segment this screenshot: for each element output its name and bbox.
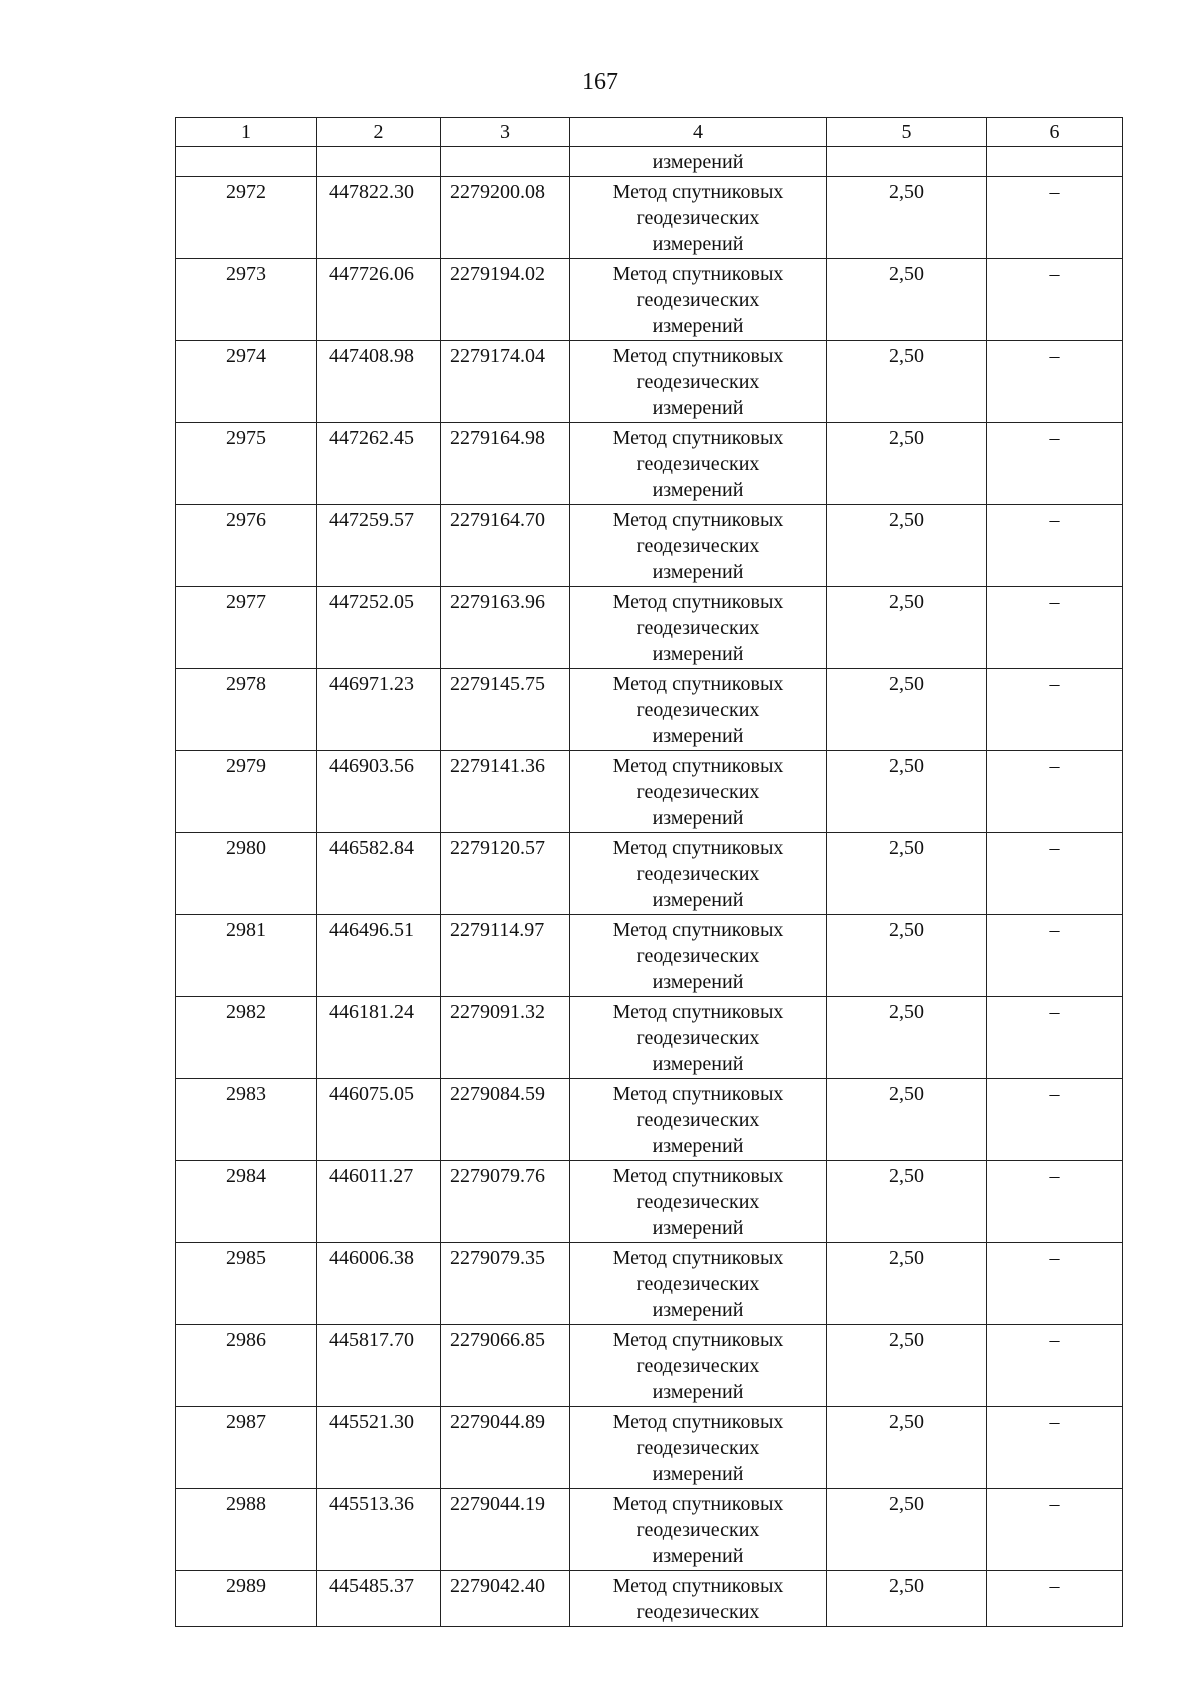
note-cell: – — [987, 1243, 1123, 1325]
method-line: геодезических — [636, 1273, 760, 1295]
y-coordinate-cell: 2279079.76 — [441, 1161, 570, 1243]
accuracy-cell: 2,50 — [827, 1489, 987, 1571]
header-col-3: 3 — [441, 118, 570, 147]
method-cell — [570, 997, 827, 1079]
method-cell — [570, 833, 827, 915]
table-row — [176, 177, 1123, 259]
accuracy-cell: 2,50 — [827, 259, 987, 341]
method-line: геодезических — [636, 1027, 760, 1049]
method-line: измерений — [652, 643, 744, 665]
method-line: измерений — [652, 889, 744, 911]
y-coordinate-cell: 2279084.59 — [441, 1079, 570, 1161]
header-col-2: 2 — [317, 118, 441, 147]
x-coordinate-cell: 446011.27 — [317, 1161, 441, 1243]
note-cell: – — [987, 341, 1123, 423]
note-cell: – — [987, 1571, 1123, 1627]
method-line: Метод спутниковых — [612, 181, 784, 203]
coordinates-table — [175, 117, 1123, 1627]
x-coordinate-cell: 447262.45 — [317, 423, 441, 505]
x-coordinate-cell: 446006.38 — [317, 1243, 441, 1325]
accuracy-cell: 2,50 — [827, 423, 987, 505]
method-cell — [570, 1161, 827, 1243]
x-coordinate-cell: 445485.37 — [317, 1571, 441, 1627]
method-line: Метод спутниковых — [612, 1165, 784, 1187]
x-coordinate-cell: 445817.70 — [317, 1325, 441, 1407]
x-coordinate-cell: 446582.84 — [317, 833, 441, 915]
accuracy-cell: 2,50 — [827, 1571, 987, 1627]
method-cell — [570, 751, 827, 833]
method-line: измерений — [652, 1381, 744, 1403]
method-cell — [570, 505, 827, 587]
method-cell — [570, 1571, 827, 1627]
y-coordinate-cell: 2279044.19 — [441, 1489, 570, 1571]
x-coordinate-cell: 445521.30 — [317, 1407, 441, 1489]
y-coordinate-cell: 2279163.96 — [441, 587, 570, 669]
table-row — [176, 1325, 1123, 1407]
point-number-cell: 2977 — [176, 587, 317, 669]
method-line: измерений — [652, 1053, 744, 1075]
point-number-cell: 2976 — [176, 505, 317, 587]
note-cell: – — [987, 669, 1123, 751]
accuracy-cell: 2,50 — [827, 1325, 987, 1407]
accuracy-cell: 2,50 — [827, 751, 987, 833]
y-coordinate-cell: 2279114.97 — [441, 915, 570, 997]
table-row — [176, 1571, 1123, 1627]
method-line: геодезических — [636, 1437, 760, 1459]
point-number-cell: 2985 — [176, 1243, 317, 1325]
y-coordinate-cell: 2279120.57 — [441, 833, 570, 915]
y-coordinate-cell: 2279066.85 — [441, 1325, 570, 1407]
x-coordinate-cell: 446971.23 — [317, 669, 441, 751]
accuracy-cell: 2,50 — [827, 669, 987, 751]
note-cell: – — [987, 833, 1123, 915]
method-line: Метод спутниковых — [612, 1083, 784, 1105]
header-col-5: 5 — [827, 118, 987, 147]
method-line: геодезических — [636, 453, 760, 475]
table-row — [176, 1489, 1123, 1571]
y-coordinate-cell: 2279164.70 — [441, 505, 570, 587]
point-number-cell: 2973 — [176, 259, 317, 341]
header-col-1: 1 — [176, 118, 317, 147]
note-cell: – — [987, 259, 1123, 341]
method-line: Метод спутниковых — [612, 509, 784, 531]
continuation-method-tail: измерений — [570, 147, 827, 177]
table-row — [176, 505, 1123, 587]
accuracy-cell: 2,50 — [827, 1079, 987, 1161]
y-coordinate-cell: 2279145.75 — [441, 669, 570, 751]
point-number-cell: 2972 — [176, 177, 317, 259]
table-row — [176, 1407, 1123, 1489]
method-line: геодезических — [636, 945, 760, 967]
table-row — [176, 259, 1123, 341]
method-cell — [570, 1407, 827, 1489]
point-number-cell: 2974 — [176, 341, 317, 423]
note-cell: – — [987, 997, 1123, 1079]
y-coordinate-cell: 2279200.08 — [441, 177, 570, 259]
point-number-cell: 2980 — [176, 833, 317, 915]
continuation-cell-5 — [827, 147, 987, 177]
method-cell — [570, 1489, 827, 1571]
method-line: измерений — [652, 315, 744, 337]
method-line: Метод спутниковых — [612, 673, 784, 695]
method-line: измерений — [652, 971, 744, 993]
method-line: Метод спутниковых — [612, 837, 784, 859]
method-line: измерений — [652, 561, 744, 583]
point-number-cell: 2975 — [176, 423, 317, 505]
method-line: Метод спутниковых — [612, 345, 784, 367]
x-coordinate-cell: 446496.51 — [317, 915, 441, 997]
x-coordinate-cell: 447408.98 — [317, 341, 441, 423]
method-cell — [570, 177, 827, 259]
method-line: геодезических — [636, 1109, 760, 1131]
table-body — [176, 147, 1123, 1627]
method-cell — [570, 1079, 827, 1161]
y-coordinate-cell: 2279164.98 — [441, 423, 570, 505]
method-line: измерений — [652, 1217, 744, 1239]
method-line: геодезических — [636, 1191, 760, 1213]
method-line: измерений — [652, 1299, 744, 1321]
x-coordinate-cell: 447726.06 — [317, 259, 441, 341]
y-coordinate-cell: 2279079.35 — [441, 1243, 570, 1325]
method-line: геодезических — [636, 289, 760, 311]
method-line: Метод спутниковых — [612, 427, 784, 449]
table-row — [176, 669, 1123, 751]
method-line: геодезических — [636, 1355, 760, 1377]
point-number-cell: 2987 — [176, 1407, 317, 1489]
point-number-cell: 2982 — [176, 997, 317, 1079]
note-cell: – — [987, 505, 1123, 587]
accuracy-cell: 2,50 — [827, 1407, 987, 1489]
y-coordinate-cell: 2279194.02 — [441, 259, 570, 341]
method-line: геодезических — [636, 1601, 760, 1623]
method-line: измерений — [652, 1545, 744, 1567]
method-line: Метод спутниковых — [612, 1247, 784, 1269]
accuracy-cell: 2,50 — [827, 587, 987, 669]
note-cell: – — [987, 177, 1123, 259]
table-row — [176, 341, 1123, 423]
x-coordinate-cell: 447252.05 — [317, 587, 441, 669]
x-coordinate-cell: 445513.36 — [317, 1489, 441, 1571]
method-cell — [570, 423, 827, 505]
y-coordinate-cell: 2279174.04 — [441, 341, 570, 423]
accuracy-cell: 2,50 — [827, 833, 987, 915]
note-cell: – — [987, 1161, 1123, 1243]
table-row — [176, 423, 1123, 505]
method-line: Метод спутниковых — [612, 263, 784, 285]
table-row — [176, 1079, 1123, 1161]
note-cell: – — [987, 1489, 1123, 1571]
x-coordinate-cell: 446903.56 — [317, 751, 441, 833]
point-number-cell: 2983 — [176, 1079, 317, 1161]
method-line: измерений — [652, 479, 744, 501]
note-cell: – — [987, 1407, 1123, 1489]
note-cell: – — [987, 751, 1123, 833]
note-cell: – — [987, 587, 1123, 669]
accuracy-cell: 2,50 — [827, 1161, 987, 1243]
method-line: Метод спутниковых — [612, 1001, 784, 1023]
method-line: Метод спутниковых — [612, 1411, 784, 1433]
accuracy-cell: 2,50 — [827, 177, 987, 259]
point-number-cell: 2981 — [176, 915, 317, 997]
method-cell — [570, 341, 827, 423]
method-cell — [570, 587, 827, 669]
table-row — [176, 833, 1123, 915]
note-cell: – — [987, 1325, 1123, 1407]
y-coordinate-cell: 2279141.36 — [441, 751, 570, 833]
x-coordinate-cell: 446181.24 — [317, 997, 441, 1079]
table-row — [176, 915, 1123, 997]
accuracy-cell: 2,50 — [827, 915, 987, 997]
table-row — [176, 1243, 1123, 1325]
table-row — [176, 587, 1123, 669]
method-line: Метод спутниковых — [612, 1493, 784, 1515]
method-line: Метод спутниковых — [612, 591, 784, 613]
header-row — [176, 118, 1123, 147]
method-line: геодезических — [636, 863, 760, 885]
continuation-cell-2 — [317, 147, 441, 177]
method-cell — [570, 1325, 827, 1407]
method-line: измерений — [652, 397, 744, 419]
table-row — [176, 997, 1123, 1079]
method-cell — [570, 259, 827, 341]
point-number-cell: 2984 — [176, 1161, 317, 1243]
point-number-cell: 2989 — [176, 1571, 317, 1627]
note-cell: – — [987, 1079, 1123, 1161]
method-line: измерений — [652, 1463, 744, 1485]
point-number-cell: 2978 — [176, 669, 317, 751]
accuracy-cell: 2,50 — [827, 997, 987, 1079]
point-number-cell: 2979 — [176, 751, 317, 833]
method-line: Метод спутниковых — [612, 755, 784, 777]
method-line: геодезических — [636, 535, 760, 557]
method-line: Метод спутниковых — [612, 919, 784, 941]
method-line: геодезических — [636, 207, 760, 229]
accuracy-cell: 2,50 — [827, 1243, 987, 1325]
method-line: геодезических — [636, 699, 760, 721]
method-line: Метод спутниковых — [612, 1329, 784, 1351]
x-coordinate-cell: 447259.57 — [317, 505, 441, 587]
method-cell — [570, 669, 827, 751]
continuation-cell-3 — [441, 147, 570, 177]
method-line: геодезических — [636, 781, 760, 803]
method-cell — [570, 915, 827, 997]
header-col-6: 6 — [987, 118, 1123, 147]
table-header — [176, 118, 1123, 147]
method-cell — [570, 1243, 827, 1325]
x-coordinate-cell: 447822.30 — [317, 177, 441, 259]
method-line: Метод спутниковых — [612, 1575, 784, 1597]
accuracy-cell: 2,50 — [827, 505, 987, 587]
accuracy-cell: 2,50 — [827, 341, 987, 423]
method-line: геодезических — [636, 371, 760, 393]
header-col-4: 4 — [570, 118, 827, 147]
note-cell: – — [987, 915, 1123, 997]
method-line: геодезических — [636, 617, 760, 639]
page-number: 167 — [582, 69, 618, 95]
note-cell: – — [987, 423, 1123, 505]
y-coordinate-cell: 2279042.40 — [441, 1571, 570, 1627]
method-line: измерений — [652, 725, 744, 747]
method-line: измерений — [652, 1135, 744, 1157]
continuation-cell-1 — [176, 147, 317, 177]
method-line: измерений — [652, 233, 744, 255]
continuation-row — [176, 147, 1123, 177]
y-coordinate-cell: 2279091.32 — [441, 997, 570, 1079]
point-number-cell: 2988 — [176, 1489, 317, 1571]
y-coordinate-cell: 2279044.89 — [441, 1407, 570, 1489]
x-coordinate-cell: 446075.05 — [317, 1079, 441, 1161]
continuation-cell-6 — [987, 147, 1123, 177]
method-line: геодезических — [636, 1519, 760, 1541]
method-line: измерений — [652, 807, 744, 829]
table-row — [176, 751, 1123, 833]
point-number-cell: 2986 — [176, 1325, 317, 1407]
table-row — [176, 1161, 1123, 1243]
